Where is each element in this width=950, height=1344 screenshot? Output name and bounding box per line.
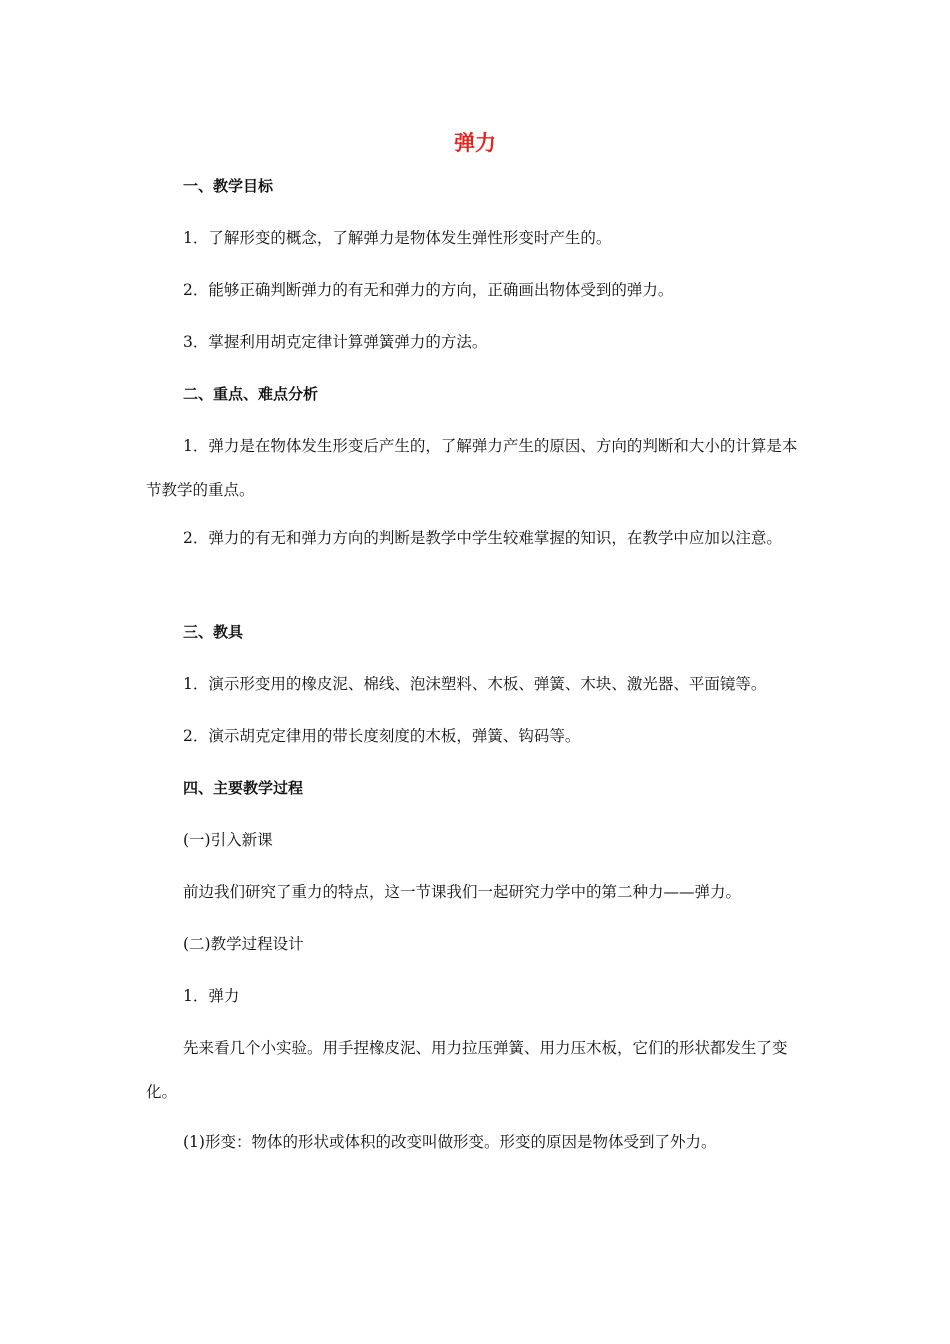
objective-item: 1．了解形变的概念，了解弹力是物体发生弹性形变时产生的。 <box>183 229 612 247</box>
section-heading-key-points: 二、重点、难点分析 <box>183 385 319 403</box>
key-point-paragraph: 1．弹力是在物体发生形变后产生的，了解弹力产生的原因、方向的判断和大小的计算是本节教学的重点。 <box>146 437 798 499</box>
subsection-label-design: (二)教学过程设计 <box>183 935 304 953</box>
objective-item: 2．能够正确判断弹力的有无和弹力的方向，正确画出物体受到的弹力。 <box>183 281 674 299</box>
section-heading-tools: 三、教具 <box>183 623 244 641</box>
document-title: 弹力 <box>454 131 496 155</box>
section-heading-objectives: 一、教学目标 <box>183 177 274 195</box>
tool-item: 1．演示形变用的橡皮泥、棉线、泡沫塑料、木板、弹簧、木块、激光器、平面镜等。 <box>183 675 767 693</box>
deformation-definition: (1)形变：物体的形状或体积的改变叫做形变。形变的原因是物体受到了外力。 <box>183 1133 717 1151</box>
subsection-label-intro: (一)引入新课 <box>183 831 273 849</box>
objective-item: 3．掌握利用胡克定律计算弹簧弹力的方法。 <box>183 333 488 351</box>
item-label-elastic-force: 1．弹力 <box>183 987 240 1005</box>
experiment-paragraph: 先来看几个小实验。用手捏橡皮泥、用力拉压弹簧、用力压木板，它们的形状都发生了变化。 <box>146 1039 788 1101</box>
intro-paragraph: 前边我们研究了重力的特点，这一节课我们一起研究力学中的第二种力——弹力。 <box>183 883 742 901</box>
tool-item: 2．演示胡克定律用的带长度刻度的木板，弹簧、钩码等。 <box>183 727 581 745</box>
section-heading-process: 四、主要教学过程 <box>183 779 304 797</box>
key-point-paragraph: 2．弹力的有无和弹力方向的判断是教学中学生较难掌握的知识，在教学中应加以注意。 <box>183 529 782 547</box>
